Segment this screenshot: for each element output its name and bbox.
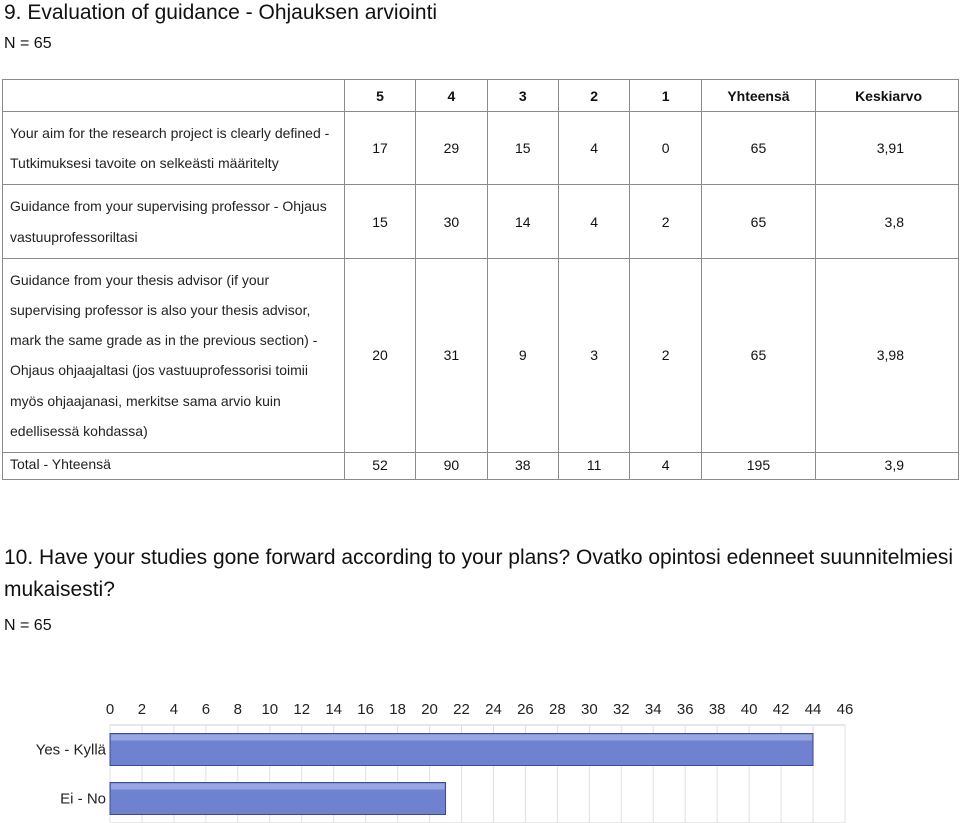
table-cell: 4 xyxy=(559,185,630,258)
table-cell: 90 xyxy=(416,453,487,480)
row-label: Your aim for the research project is clearly defined - Tutkimuksesi tavoite on selkeästi määritelty xyxy=(3,112,345,185)
section10-n: N = 65 xyxy=(4,617,52,634)
table-cell: 9 xyxy=(487,258,558,452)
table-header-cell: 1 xyxy=(630,80,701,112)
table-cell: 4 xyxy=(630,453,701,480)
table-cell-average: 3,91 xyxy=(816,112,959,185)
table-cell: 65 xyxy=(701,112,815,185)
table-cell: 14 xyxy=(487,185,558,258)
table-cell: 29 xyxy=(416,112,487,185)
table-cell: 11 xyxy=(559,453,630,480)
bar-highlight xyxy=(111,735,812,741)
table-row-total xyxy=(3,453,959,480)
table-row xyxy=(3,258,959,452)
bar-chart xyxy=(0,690,960,823)
x-tick-label: 38 xyxy=(708,701,726,718)
table-cell: 38 xyxy=(487,453,558,480)
table-cell: 4 xyxy=(559,112,630,185)
table-header-cell: 5 xyxy=(344,80,415,112)
table-cell: 195 xyxy=(701,453,815,480)
table-cell: 30 xyxy=(416,185,487,258)
table-header-cell: 3 xyxy=(487,80,558,112)
table-header-row xyxy=(3,80,959,112)
x-tick-label: 40 xyxy=(740,701,758,718)
category-label: Ei - No xyxy=(60,790,106,808)
table-header-cell: Keskiarvo xyxy=(816,80,959,112)
table-row xyxy=(3,185,959,258)
table-cell: 15 xyxy=(344,185,415,258)
x-tick-label: 0 xyxy=(105,701,115,718)
x-tick-label: 30 xyxy=(581,701,598,718)
table-cell-average: 3,8 xyxy=(816,185,959,258)
x-tick-label: 20 xyxy=(421,701,438,718)
x-tick-label: 14 xyxy=(325,701,343,718)
table-cell-average: 3,98 xyxy=(816,258,959,452)
x-tick-label: 46 xyxy=(836,701,854,718)
table-cell: 65 xyxy=(701,185,815,258)
x-tick-label: 8 xyxy=(233,701,242,718)
table-cell: 65 xyxy=(701,258,815,452)
x-tick-label: 34 xyxy=(644,701,662,718)
table-header-blank xyxy=(3,80,345,112)
x-tick-label: 28 xyxy=(549,701,566,718)
x-tick-label: 24 xyxy=(485,701,502,718)
x-tick-label: 22 xyxy=(453,701,470,718)
table-cell-average: 3,9 xyxy=(816,453,959,480)
x-tick-label: 4 xyxy=(169,701,179,718)
category-label: Yes - Kyllä xyxy=(35,741,106,759)
x-tick-label: 16 xyxy=(357,701,374,718)
evaluation-table xyxy=(2,79,959,480)
table-cell: 31 xyxy=(416,258,487,452)
table-cell: 3 xyxy=(559,258,630,452)
row-label: Guidance from your thesis advisor (if your supervising professor is also your thesis advisor, mark the same grade as in the previous section) - Ohjaus ohjaajaltasi (jos vastuuprofessorisi toimii myös ohjaajanasi, merkitse sama arvio kuin edellisessä kohdassa) xyxy=(3,258,345,452)
x-tick-label: 18 xyxy=(389,701,406,718)
table-header-cell: 4 xyxy=(416,80,487,112)
table-cell: 15 xyxy=(487,112,558,185)
section9-title: 9. Evaluation of guidance - Ohjauksen arviointi xyxy=(4,1,438,24)
x-tick-label: 32 xyxy=(612,701,630,718)
row-label: Total - Yhteensä xyxy=(3,453,345,480)
table-header-cell: 2 xyxy=(559,80,630,112)
section9-n: N = 65 xyxy=(4,35,52,52)
x-tick-label: 2 xyxy=(137,701,147,718)
x-tick-label: 44 xyxy=(804,701,822,718)
table-cell: 2 xyxy=(630,258,701,452)
x-tick-label: 26 xyxy=(517,701,534,718)
x-tick-label: 12 xyxy=(293,701,311,718)
table-cell: 52 xyxy=(344,453,415,480)
table-row xyxy=(3,112,959,185)
x-tick-label: 6 xyxy=(201,701,211,718)
table-header-cell: Yhteensä xyxy=(701,80,815,112)
x-tick-label: 36 xyxy=(676,701,694,718)
table-cell: 2 xyxy=(630,185,701,258)
x-tick-label: 10 xyxy=(261,701,279,718)
x-tick-label: 42 xyxy=(772,701,790,718)
table-cell: 0 xyxy=(630,112,701,185)
row-label: Guidance from your supervising professor - Ohjaus vastuuprofessoriltasi xyxy=(3,185,345,258)
table-cell: 20 xyxy=(344,258,415,452)
bar-highlight xyxy=(111,784,445,790)
table-cell: 17 xyxy=(344,112,415,185)
section10-title: 10. Have your studies gone forward according to your plans? Ovatko opintosi edenneet suunnitelmiesi mukaisesti? xyxy=(4,546,954,601)
